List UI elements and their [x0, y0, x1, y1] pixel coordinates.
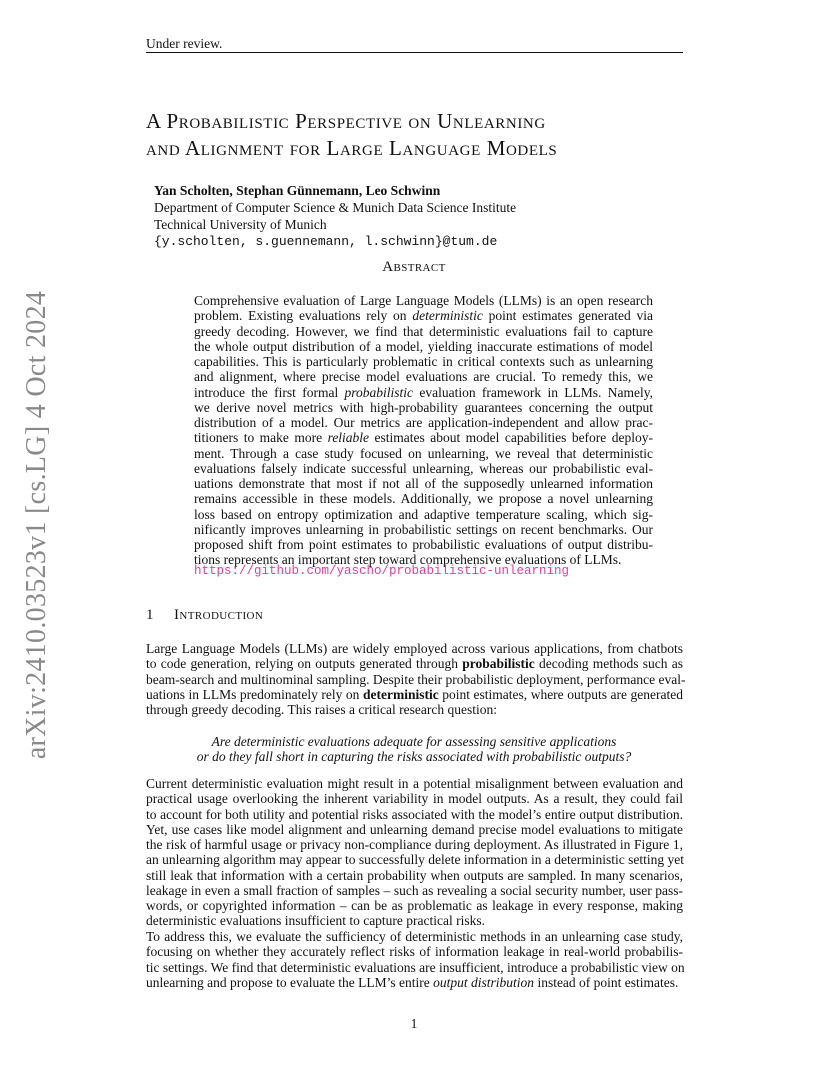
text-run: the risk of harmful usage or privacy non-compliance during deployment. As illustrated in Figure 1,: [146, 837, 683, 852]
emphasized-term: deterministic: [362, 686, 439, 702]
paragraph-line: [146, 837, 683, 852]
paragraph-line: [146, 852, 683, 867]
paragraph-line: [146, 641, 683, 656]
abstract-line: [194, 461, 653, 476]
abstract-line: [194, 415, 653, 430]
text-run: proposed shift from point estimates to probabilistic evaluations of output distribu-: [194, 537, 653, 552]
text-run: loss based on entropy optimization and adaptive temperature scaling, which sig-: [194, 506, 653, 522]
text-run: point estimates, where outputs are generated: [438, 686, 683, 702]
paragraph-line: [146, 929, 683, 944]
affiliation-department: Department of Computer Science & Munich Data Science Institute: [154, 200, 517, 215]
abstract-body: [194, 293, 653, 568]
text-run: the whole output distribution of a model, yielding inaccurate estimations of model: [194, 338, 653, 354]
text-run: words, or copyrighted information – can be as problematic as leakage in every response, making: [146, 898, 683, 913]
text-run: deterministic evaluations insufficient to capture practical risks.: [146, 913, 486, 929]
author-emails: {y.scholten, s.guennemann, l.schwinn}@tum.de: [154, 234, 498, 249]
text-run: point estimates generated via: [482, 308, 653, 324]
text-run: focusing on whether they accurately reflect risks of information leakage in real-world probabilis-: [146, 944, 683, 960]
affiliation-university: Technical University of Munich: [154, 217, 327, 232]
code-repository-link[interactable]: https://github.com/yascho/probabilistic-unlearning: [194, 564, 570, 578]
intro-paragraph-3: [146, 929, 683, 990]
abstract-line: [194, 369, 653, 384]
text-run: decoding methods such as: [534, 656, 683, 672]
author-block: [154, 182, 516, 250]
title-line: A Probabilistic Perspective on Unlearning: [146, 109, 546, 133]
text-run: we derive novel metrics with high-probability guarantees concerning the output: [194, 399, 653, 415]
text-run: tic settings. We find that deterministic evaluations are insufficient, introduce a probabilistic view on: [146, 959, 685, 975]
abstract-line: [194, 537, 653, 552]
header-rule: [146, 52, 683, 53]
text-run: estimates about model capabilities before deploy-: [369, 430, 653, 446]
abstract-line: [194, 522, 653, 537]
paragraph-line: [146, 975, 683, 990]
text-run: Yet, use cases like model alignment and unlearning demand precise model evaluations to mitigate: [146, 821, 683, 837]
emphasized-term: probabilistic: [462, 656, 535, 672]
section-heading-introduction: [146, 607, 263, 624]
paragraph-line: [146, 791, 683, 806]
abstract-line: [194, 446, 653, 461]
emphasized-term: output distribution: [433, 974, 535, 990]
intro-paragraph-1: [146, 641, 686, 717]
text-run: to account for both utility and potential risks associated with the model’s entire output distribution.: [146, 806, 683, 822]
text-run: unlearning and propose to evaluate the LLM’s entire: [146, 974, 434, 990]
running-header: Under review.: [146, 36, 223, 51]
text-run: Comprehensive evaluation of Large Language Models (LLMs) is an open research: [194, 293, 653, 308]
abstract-heading: Abstract: [382, 259, 446, 275]
arxiv-identifier: arXiv:2410.03523v1 [cs.LG] 4 Oct 2024: [21, 290, 52, 760]
text-run: an unlearning algorithm may appear to successfully delete information in a deterministic setting yet: [146, 852, 684, 868]
text-run: still leak that information with a certain probability when outputs are sampled. In many scenarios,: [146, 867, 683, 883]
text-run: Current deterministic evaluation might result in a potential misalignment between evaluation and: [146, 776, 683, 791]
text-run: titioners to make more: [194, 430, 328, 446]
paper-title: [146, 108, 706, 162]
emphasized-term: deterministic: [412, 308, 483, 324]
author-names: Yan Scholten, Stephan Günnemann, Leo Schwinn: [154, 183, 441, 198]
abstract-line: [194, 324, 653, 339]
page-number: 1: [410, 1016, 418, 1031]
abstract-line: [194, 354, 653, 369]
text-run: to code generation, relying on outputs generated through: [146, 656, 463, 672]
research-question: [0, 734, 828, 765]
text-run: problem. Existing evaluations rely on: [194, 308, 413, 324]
text-run: evaluation framework in LLMs. Namely,: [413, 384, 653, 400]
text-run: leakage in even a small fraction of samples – such as revealing a social security number, user pass-: [146, 882, 683, 898]
question-line: Are deterministic evaluations adequate for assessing sensitive applications: [211, 734, 617, 749]
section-number: 1: [146, 607, 154, 623]
text-run: greedy decoding. However, we find that deterministic evaluations fail to capture: [194, 323, 653, 339]
paragraph-line: [146, 898, 683, 913]
text-run: remains accessible in these models. Additionally, we propose a novel unlearning: [194, 491, 653, 507]
text-run: uations demonstrate that most if not all of the supposedly unlearned information: [194, 476, 653, 491]
abstract-line: [194, 339, 653, 354]
abstract-line: [194, 507, 653, 522]
paragraph-line: [146, 883, 683, 898]
text-run: instead of point estimates.: [534, 974, 679, 990]
text-run: evaluations falsely indicate successful unlearning, whereas our probabilistic eval-: [194, 460, 653, 476]
abstract-line: [194, 293, 653, 308]
text-run: practical usage overlooking the inherent variability in model outputs. As a result, they could fail: [146, 791, 683, 807]
paragraph-line: [146, 807, 683, 822]
text-run: To address this, we evaluate the sufficiency of deterministic methods in an unlearning case study,: [146, 929, 683, 944]
text-run: introduce the first formal: [194, 384, 345, 400]
abstract-line: [194, 476, 653, 491]
text-run: ment. Through a case study focused on unlearning, we reveal that deterministic: [194, 445, 653, 461]
abstract-line: [194, 308, 653, 323]
paragraph-line: [146, 913, 683, 928]
paragraph-line: [146, 671, 686, 687]
paragraph-line: [146, 822, 683, 837]
paragraph-line: [146, 687, 683, 702]
paragraph-line: [146, 776, 683, 791]
text-run: nificantly improves unlearning in probabilistic settings on recent benchmarks. Our: [194, 521, 653, 537]
paragraph-line: [146, 702, 683, 717]
intro-paragraph-2: [146, 776, 683, 929]
paragraph-line: [146, 656, 683, 671]
text-run: tions represents an important step toward comprehensive evaluations of LLMs.: [194, 552, 622, 568]
text-run: and alignment, where precise model evaluations are crucial. To remedy this, we: [194, 369, 653, 385]
text-run: through greedy decoding. This raises a critical research question:: [146, 702, 498, 717]
text-run: beam-search and multinominal sampling. Despite their probabilistic deployment, performance eval-: [146, 671, 686, 687]
paragraph-line: [146, 868, 683, 883]
abstract-line: [194, 430, 653, 445]
paragraph-line: [146, 960, 683, 975]
abstract-line: [194, 400, 653, 415]
section-title: Introduction: [174, 607, 264, 623]
title-line: and Alignment for Large Language Models: [146, 136, 558, 160]
abstract-line: [194, 385, 653, 400]
text-run: Large Language Models (LLMs) are widely employed across various applications, from chatbots: [146, 641, 683, 656]
question-line: or do they fall short in capturing the risks associated with probabilistic outputs?: [196, 749, 632, 765]
paragraph-line: [146, 944, 683, 959]
text-run: distribution of a model. Our metrics are application-independent and allow prac-: [194, 415, 653, 430]
emphasized-term: probabilistic: [344, 384, 414, 400]
emphasized-term: reliable: [327, 430, 370, 446]
text-run: capabilities. This is particularly problematic in critical contexts such as unlearning: [194, 354, 653, 369]
abstract-line: [194, 491, 653, 506]
text-run: uations in LLMs predominately rely on: [146, 686, 363, 702]
